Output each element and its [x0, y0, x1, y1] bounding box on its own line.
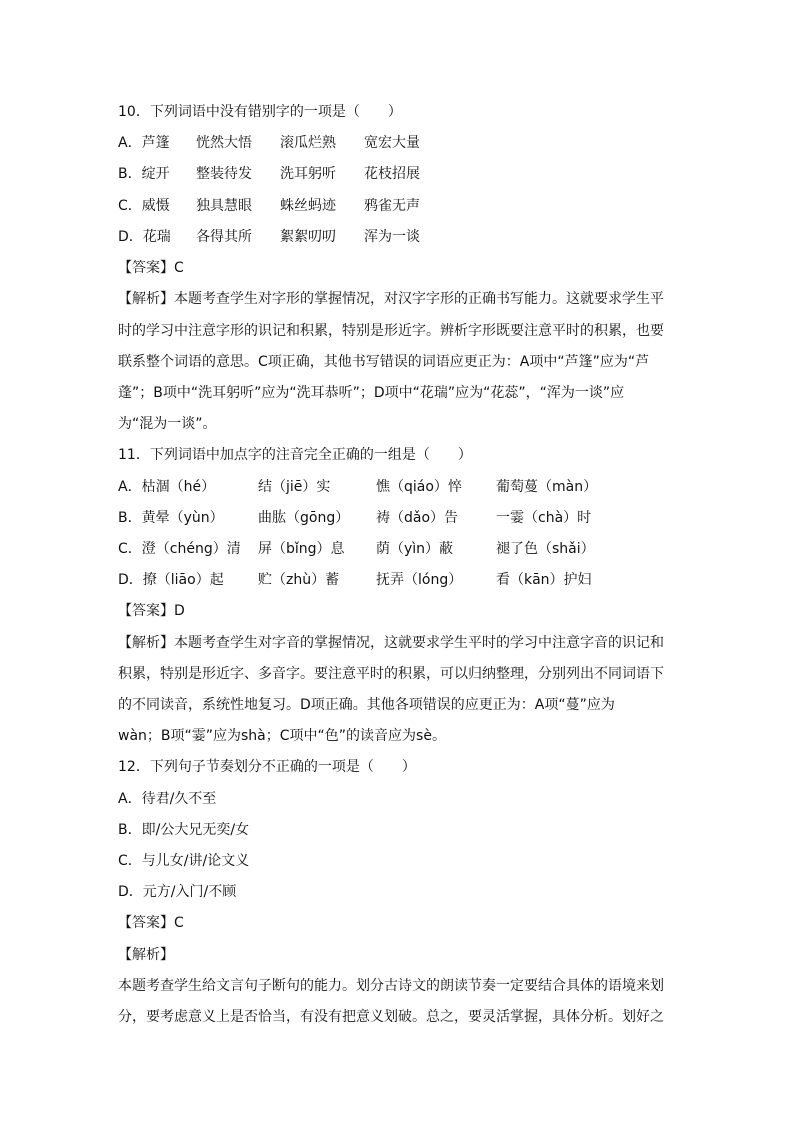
option-item: 荫（yìn）蔽 — [376, 541, 454, 557]
option-label: B．绽开 — [118, 166, 170, 182]
option-word: 宽宏大量 — [364, 135, 420, 151]
q10-answer: 【答案】C — [118, 260, 184, 276]
option-item: B．黄晕（yùn） — [118, 510, 224, 526]
q10-analysis-line: 联系整个词语的意思。C项正确，其他书写错误的词语应更正为：A项中“芦篷”应为“芦 — [118, 354, 650, 370]
q12-analysis-line: 分，要考虑意义上是否恰当，有没有把意义划破。总之，要灵活掌握，具体分析。划好之 — [118, 1009, 664, 1025]
option-item: 葡萄蔓（màn） — [496, 479, 598, 495]
option-word: 独具慧眼 — [196, 198, 252, 214]
q10-analysis-line: 蓬”；B项中“洗耳躬听”应为“洗耳恭听”；D项中“花瑞”应为“花蕊”，“浑为一谈”应 — [118, 385, 625, 401]
option-item: 曲肱（gōng） — [258, 510, 350, 526]
q12-analysis-line: 本题考查学生给文言句子断句的能力。划分古诗文的朗读节奏一定要结合具体的语境来划 — [118, 978, 664, 994]
option-item: 憔（qiáo）悴 — [376, 479, 462, 495]
q10-analysis-line: 时的学习中注意字形的识记和积累，特别是形近字。辨析字形既要注意平时的积累，也要 — [118, 323, 664, 339]
option-item: 抚弄（lóng） — [376, 572, 463, 588]
option-word: 絮絮叨叨 — [280, 229, 336, 245]
option-item: D．撩（liāo）起 — [118, 572, 224, 588]
option-label: C．威慑 — [118, 198, 170, 214]
option-word: 蛛丝蚂迹 — [280, 198, 336, 214]
q11-stem: 11．下列词语中加点字的注音完全正确的一组是（ ） — [118, 447, 472, 463]
option-item: A．枯涸（hé） — [118, 479, 216, 495]
option-word: 各得其所 — [196, 229, 252, 245]
q12-answer: 【答案】C — [118, 915, 184, 931]
option-word: 滚瓜烂熟 — [280, 135, 336, 151]
q12-option-c: C．与儿女/讲/论文义 — [118, 853, 250, 869]
q12-option-b: B．即/公大兄无奕/女 — [118, 822, 250, 838]
option-word: 花枝招展 — [364, 166, 420, 182]
option-item: 祷（dǎo）告 — [376, 510, 459, 526]
option-word: 恍然大悟 — [196, 135, 252, 151]
q11-analysis-line: 积累，特别是形近字、多音字。要注意平时的积累，可以归纳整理，分别列出不同词语下 — [118, 666, 664, 682]
q10-analysis-line: 为“混为一谈”。 — [118, 416, 217, 432]
q12-option-a: A．待君/久不至 — [118, 791, 217, 807]
option-label: A．芦篷 — [118, 135, 170, 151]
option-item: 一霎（chà）时 — [496, 510, 592, 526]
option-word: 洗耳躬听 — [280, 166, 336, 182]
option-word: 浑为一谈 — [364, 229, 420, 245]
option-label: D．花瑞 — [118, 229, 171, 245]
option-word: 整装待发 — [196, 166, 252, 182]
q10-stem: 10．下列词语中没有错别字的一项是（ ） — [118, 104, 402, 120]
option-item: 贮（zhù）蓄 — [258, 572, 340, 588]
option-item: 结（jiē）实 — [258, 479, 331, 495]
q12-stem: 12．下列句子节奏划分不正确的一项是（ ） — [118, 759, 416, 775]
option-item: 褪了色（shǎi） — [496, 541, 595, 557]
q10-analysis-line: 【解析】本题考查学生对字形的掌握情况，对汉字字形的正确书写能力。这就要求学生平 — [118, 291, 664, 307]
q11-analysis-line: wàn；B项“霎”应为shà；C项中“色”的读音应为sè。 — [118, 728, 446, 744]
option-item: 屏（bǐng）息 — [258, 541, 345, 557]
q11-analysis-line: 【解析】本题考查学生对字音的掌握情况，这就要求学生平时的学习中注意字音的识记和 — [118, 635, 664, 651]
option-word: 鸦雀无声 — [364, 198, 420, 214]
option-item: 看（kān）护妇 — [496, 572, 592, 588]
q12-analysis-heading: 【解析】 — [118, 947, 174, 963]
option-item: C．澄（chéng）清 — [118, 541, 241, 557]
q11-analysis-line: 的不同读音，系统性地复习。D项正确。其他各项错误的应更正为：A项“蔓”应为 — [118, 697, 615, 713]
q11-answer: 【答案】D — [118, 603, 185, 619]
q12-option-d: D．元方/入门/不顾 — [118, 884, 237, 900]
